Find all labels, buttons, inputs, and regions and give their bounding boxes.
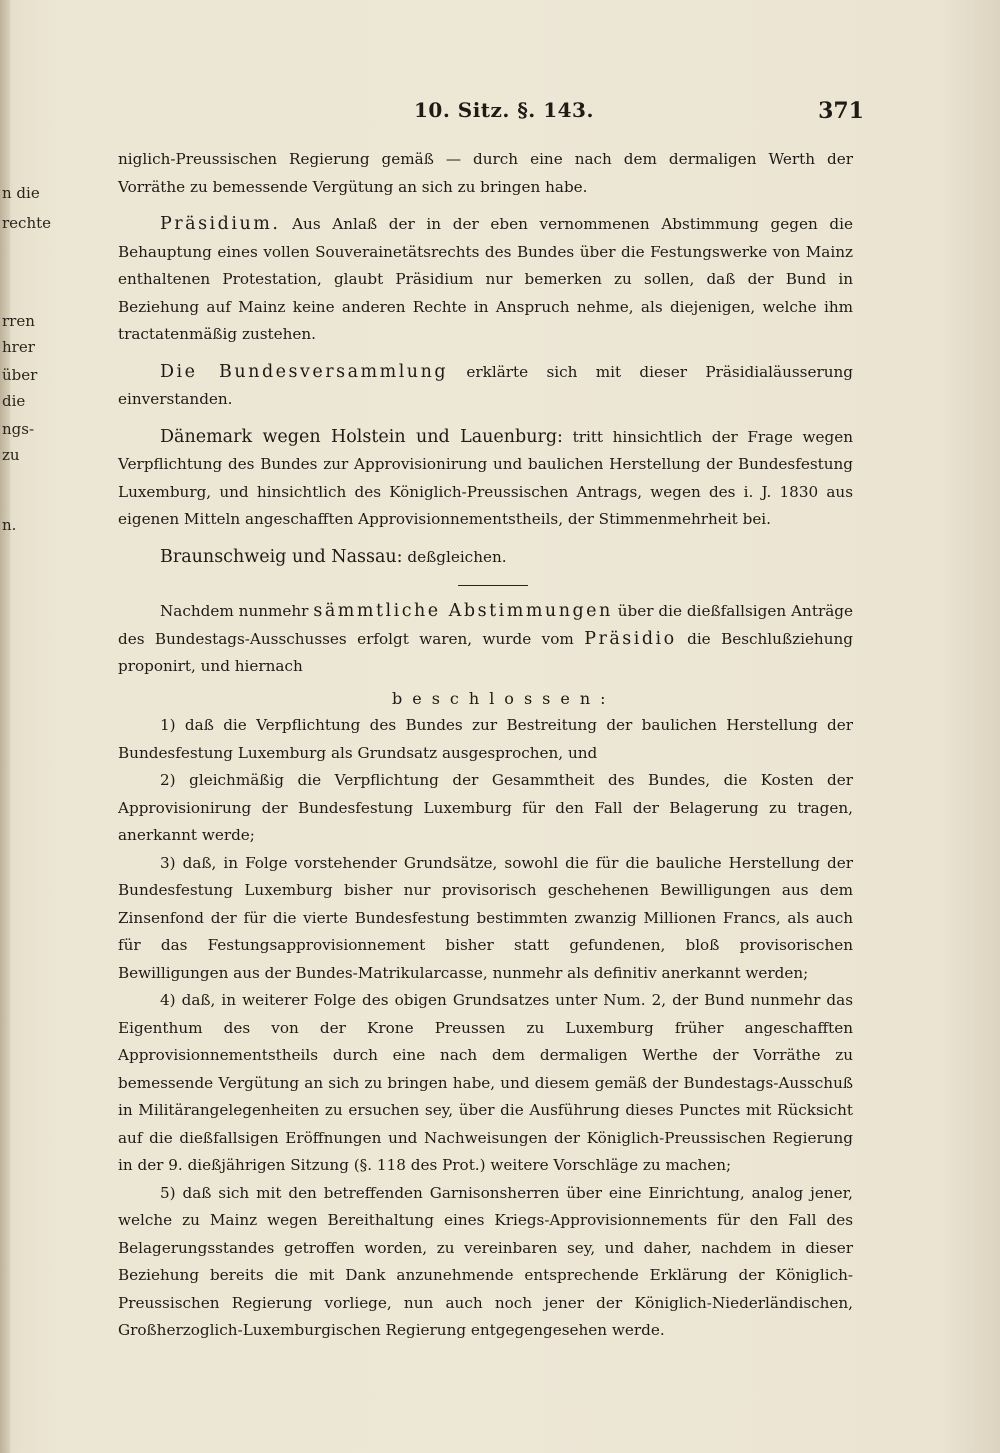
resolution-item-2: 2) gleichmäßig die Verpflichtung der Gesammtheit des Bundes, die Kosten der Approvisionirung der Bundesfestung Luxemburg für den Fall der Belagerung zu tragen, anerkannt werde; (118, 771, 853, 844)
paragraph-daenemark (118, 424, 853, 534)
resolution-item-1: 1) daß die Verpflichtung des Bundes zur Bestreitung der baulichen Herstellung der Bundesfestung Luxemburg als Grundsatz ausgesprochen, und (118, 716, 853, 762)
margin-fragment: n. (2, 516, 17, 534)
emphasis-text: sämmtliche Abstimmungen (313, 601, 613, 621)
paragraph-text: Nachdem nunmehr (160, 602, 314, 620)
speaker-label: Braunschweig und Nassau: (160, 546, 403, 567)
margin-fragment: hrer (2, 338, 35, 356)
margin-fragment: n die (2, 184, 40, 202)
margin-fragment: rren (2, 312, 35, 330)
paragraph-text: deßgleichen. (402, 547, 507, 566)
paragraph-text: über die dießfallsigen Anträge des Bundestags-Ausschusses erfolgt waren, wurde vom (118, 602, 853, 648)
margin-fragment: die (2, 392, 26, 410)
paragraph-continuation: niglich-Preussischen Regierung gemäß — durch eine nach dem dermaligen Werth der Vorräthe zu bemessende Vergütung an sich zu bringen habe. (118, 150, 853, 196)
paragraph-praesidium (118, 211, 853, 349)
speaker-label: Dänemark wegen Holstein und Lauenburg: (160, 426, 563, 447)
resolution-item-5: 5) daß sich mit den betreffenden Garnisonsherren über eine Einrichtung, analog jener, welche zu Mainz wegen Bereithaltung eines Kriegs-Approvisionnements für den Fall des Belagerungsstandes getroffen worden, zu vereinbaren sey, und daher, nachdem in dieser Beziehung bereits die mit Dank anzunehmende entsprechende Erklärung der Königlich-Preussischen Regierung vorliege, nun auch noch jener der Königlich-Niederländischen, Großherzoglich-Luxemburgischen Regierung entgegengesehen werde. (118, 1183, 853, 1339)
resolution-heading: beschlossen: (392, 688, 616, 708)
paragraph-nachdem (118, 598, 853, 681)
speaker-label: Präsidium. (160, 214, 281, 234)
session-heading: 10. Sitz. §. 143. (414, 98, 594, 122)
speaker-label: Die Bundesversammlung (160, 361, 449, 382)
emphasis-text: Präsidio (584, 628, 677, 649)
resolution-item-3: 3) daß, in Folge vorstehender Grundsätze, sowohl die für die bauliche Herstellung der Bundesfestung Luxemburg bisher nur provisorisch geschehenen Bewilligungen aus dem Zinsenfond der für die vierte Bundesfestung bestimmten zwanzig Millionen Francs, als auch für das Festungsapprovisionnement bisher statt gefundenen, bloß provisorischen Bewilligungen aus der Bundes-Matrikularcasse, nunmehr als definitiv anerkannt werden; (118, 853, 853, 982)
margin-fragment: ngs- (2, 420, 35, 438)
paragraph-text: die Beschlußziehung proponirt, und hiernach (118, 629, 853, 675)
resolution-item-4: 4) daß, in weiterer Folge des obigen Grundsatzes unter Num. 2, der Bund nunmehr das Eigenthum des von der Krone Preussen zu Luxemburg früher angeschafften Approvisionnementstheils durch eine nach dem dermaligen Werthe der Vorräthe zu bemessende Vergütung an sich zu bringen habe, und diesem gemäß der Bundestags-Ausschuß in Militärangelegenheiten zu ersuchen sey, über die Ausführung dieses Punctes mit Rücksicht auf die dießfallsigen Eröffnungen und Nachweisungen der Königlich-Preussischen Regierung in der 9. dießjährigen Sitzung (§. 118 des Prot.) weitere Vorschläge zu machen; (118, 991, 853, 1174)
running-header (118, 98, 864, 128)
margin-fragment: über (2, 366, 38, 384)
paragraph-bundesversammlung (118, 359, 853, 414)
page-number: 371 (818, 98, 864, 124)
section-divider (458, 585, 528, 586)
paragraph-text: Aus Anlaß der in der eben vernommenen Abstimmung gegen die Behauptung eines vollen Souverainetätsrechts des Bundes über die Festungswerke von Mainz enthaltenen Protestation, glaubt Präsidium nur bemerken zu sollen, daß der Bund in Beziehung auf Mainz keine anderen Rechte in Anspruch nehme, als diejenigen, welche ihm tractatenmäßig zustehen. (118, 215, 853, 343)
margin-fragment: rechte (2, 214, 52, 232)
paragraph-text: tritt hinsichtlich der Frage wegen Verpflichtung des Bundes zur Approvisionirung und baulichen Herstellung der Bundesfestung Luxemburg, und hinsichtlich des Königlich-Preussischen Antrags, wegen des i. J. 1830 aus eigenen Mitteln angeschafften Approvisionnementstheils, der Stimmenmehrheit bei. (118, 427, 853, 528)
main-text (118, 146, 853, 1345)
margin-fragment: zu (2, 446, 20, 464)
paragraph-braunschweig (118, 544, 853, 572)
paragraph-text: erklärte sich mit dieser Präsidialäusserung einverstanden. (118, 362, 853, 408)
